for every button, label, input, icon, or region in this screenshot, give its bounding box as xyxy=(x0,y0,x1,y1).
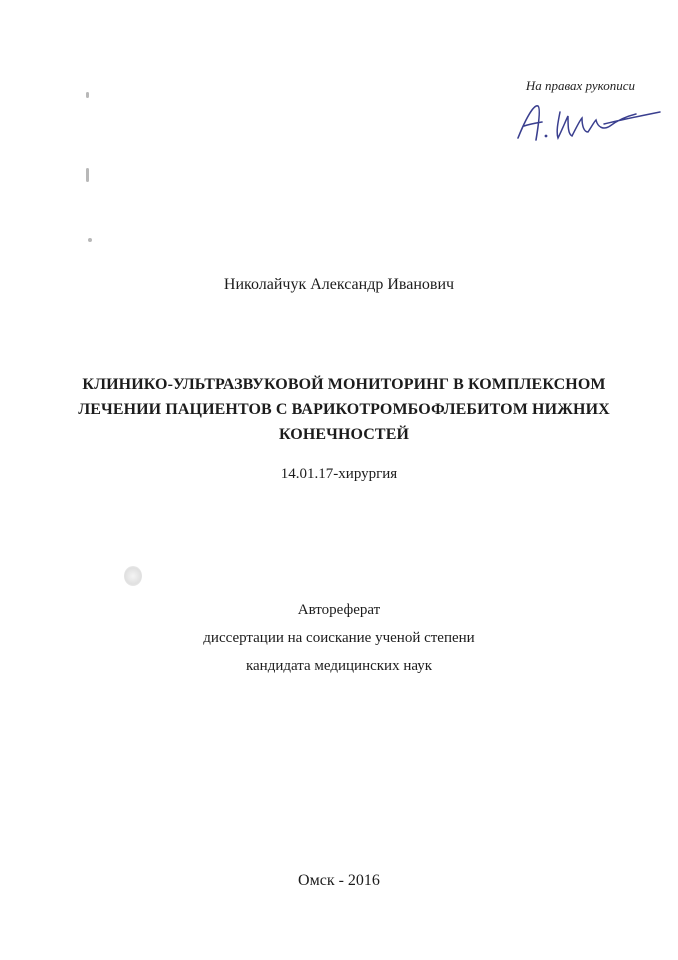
specialty-code: 14.01.17-хирургия xyxy=(280,466,398,482)
signature-icon xyxy=(508,98,668,148)
dissertation-title xyxy=(70,372,618,447)
punch-hole xyxy=(124,566,142,586)
manuscript-note: На правах рукописи xyxy=(525,78,635,93)
abstract-line: Автореферат xyxy=(297,602,381,618)
author-name: Николайчук Александр Иванович xyxy=(223,276,455,293)
abstract-line: диссертации на соискание ученой степени xyxy=(203,630,475,646)
title-line: КОНЕЧНОСТЕЙ xyxy=(278,426,410,443)
title-line: ЛЕЧЕНИИ ПАЦИЕНТОВ С ВАРИКОТРОМБОФЛЕБИТОМ НИЖНИХ xyxy=(78,401,610,418)
title-line: КЛИНИКО-УЛЬТРАЗВУКОВОЙ МОНИТОРИНГ В КОМПЛЕКСНОМ xyxy=(82,376,606,393)
place-year: Омск - 2016 xyxy=(298,872,380,889)
scan-artifact xyxy=(86,168,89,182)
abstract-line: кандидата медицинских наук xyxy=(245,658,433,674)
abstract-block xyxy=(0,596,678,680)
scan-artifact xyxy=(86,92,89,98)
scan-artifact xyxy=(88,238,92,242)
